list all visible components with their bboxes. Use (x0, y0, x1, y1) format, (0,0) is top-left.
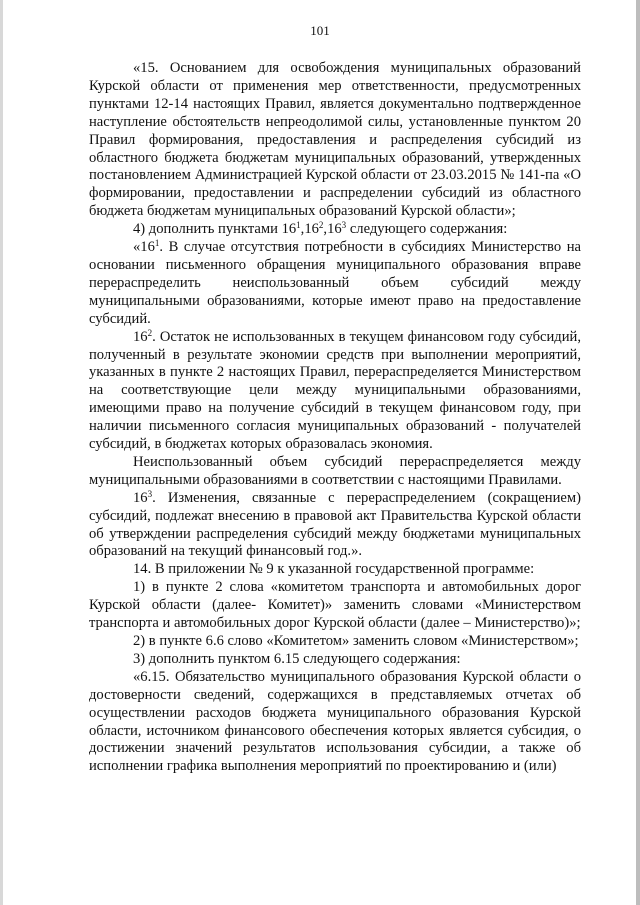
paragraph-point-15: «15. Основанием для освобождения муниципальных образований Курской области от применения мер ответственности, предусмотренных пунктами 12-14 настоящих Правил, является документально подтвержденное наступление обстоятельств непреодолимой силы, установленные пунктом 20 Правил формирования, предоставления и распределения субсидий из областного бюджета бюджетам муниципальных образований, утвержденных постановлением Администрацией Курской области от 23.03.2015 № 141-па «О формировании, предоставлении и распределении субсидий из областного бюджета бюджетам муниципальных образований Курской области»; (89, 60, 581, 220)
paragraph-sub-2: 2) в пункте 6.6 слово «Комитетом» заменить словом «Министерством»; (133, 633, 579, 649)
paragraph-item-4: 4) дополнить пунктами $16^1,16^2,16^3$ следующего содержания: (133, 220, 508, 238)
paragraph-sub-1: 1) в пункте 2 слова «комитетом транспорта и автомобильных дорог Курской области (далее- Комитет)» заменить словами «Министерством транспорта и автомобильных дорог Курской области (далее – Министерство)»; (89, 579, 581, 632)
paragraph-point-16-2: $16^2$. Остаток не использованных в текущем финансовом году субсидий, полученный в результате экономии средств при выполнении мероприятий, указанных в пункте 2 настоящих Правил, перераспределяется Министерством на соответствующие цели между муниципальными образованиями, имеющими право на получение субсидий в текущем финансовом году, при наличии письменного согласия муниципальных образований - получателей субсидий, в бюджетах которых образовалась экономия. (89, 327, 581, 453)
scan-edge-left (0, 0, 3, 905)
paragraph-point-16-1: «$16^1$. В случае отсутствия потребности в субсидиях Министерство на основании письменного обращения муниципального образования вправе перераспределить неиспользованный объем субсидий между муниципальными образованиями, которые имеют право на предоставление субсидий. (89, 238, 581, 327)
paragraph-point-14: 14. В приложении № 9 к указанной государственной программе: (133, 561, 535, 578)
paragraph-point-6-15: «6.15. Обязательство муниципального образования Курской области о достоверности сведений, содержащихся в представляемых отчетах об осуществлении расходов бюджета муниципального образования Курской области, источником финансового обеспечения которых является субсидия, о достижении значений результатов использования субсидии, а также об исполнении графика выполнения мероприятий по проектированию и (или) (89, 668, 581, 775)
paragraph-redistribution: Неиспользованный объем субсидий перераспределяется между муниципальными образованиями в соответствии с настоящими Правилами. (89, 453, 581, 488)
scan-edge-right (636, 0, 640, 905)
document-body (89, 60, 581, 776)
paragraph-sub-3: 3) дополнить пунктом 6.15 следующего содержания: (133, 650, 461, 667)
paragraph-point-16-3: $16^3$. Изменения, связанные с перераспределением (сокращением) субсидий, подлежат внесению в правовой акт Правительства Курской области об утверждении распределения субсидий между бюджетами муниципальных образований на текущий финансовый год.». (89, 488, 581, 560)
page-number: 101 (310, 23, 330, 38)
